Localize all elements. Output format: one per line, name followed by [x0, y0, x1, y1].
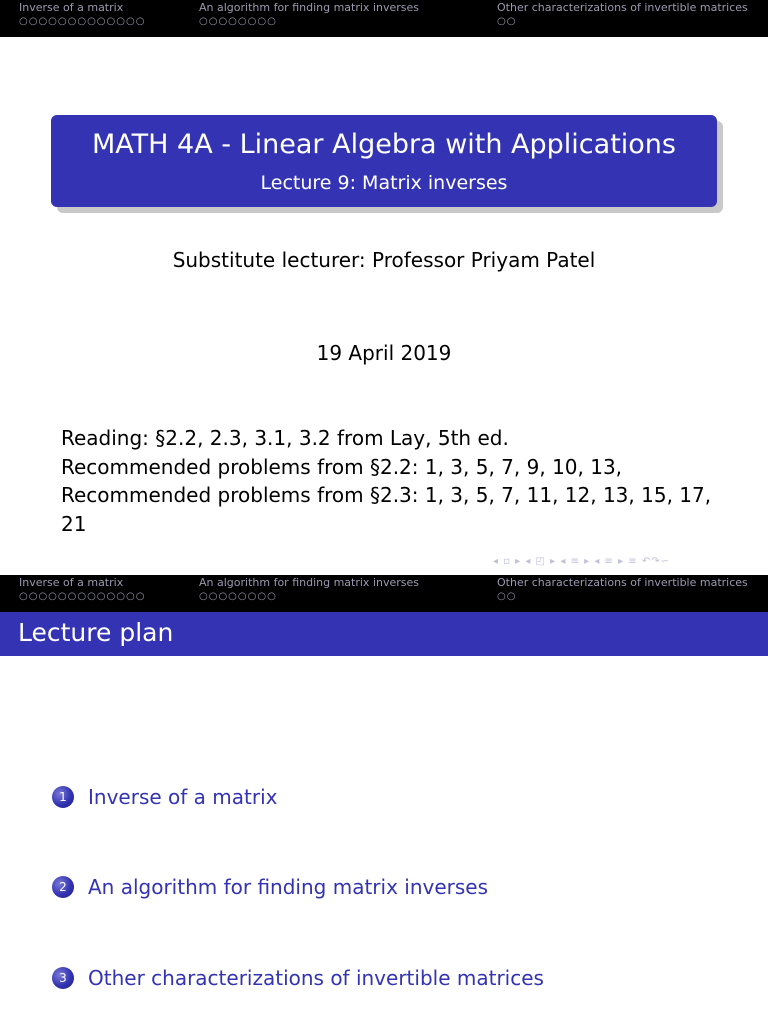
- reading-line: 21: [61, 511, 87, 536]
- toc-item[interactable]: [52, 965, 544, 991]
- nav-section-dots[interactable]: ○○○○○○○○○○○○○: [19, 16, 146, 27]
- presentation-subtitle: Lecture 9: Matrix inverses: [260, 172, 508, 194]
- nav-section-dots[interactable]: ○○: [497, 591, 517, 602]
- toc-link[interactable]: An algorithm for finding matrix inverses: [88, 875, 488, 899]
- frame-title-bar: [0, 612, 768, 656]
- nav-section-title[interactable]: Inverse of a matrix: [19, 1, 124, 14]
- navigation-header: [0, 0, 768, 37]
- reading-line: Recommended problems from §2.3: 1, 3, 5, 7, 11, 12, 13, 15, 17,: [61, 483, 712, 507]
- toc-number-ball: 2: [52, 876, 74, 898]
- reading-line: Reading: §2.2, 2.3, 3.1, 3.2 from Lay, 5th ed.: [61, 426, 509, 450]
- toc-number-ball: 1: [52, 786, 74, 808]
- toc-number-ball: 3: [52, 967, 74, 989]
- lecture-plan-slide: [0, 575, 768, 1024]
- toc-link[interactable]: Other characterizations of invertible matrices: [88, 966, 544, 990]
- nav-section-title[interactable]: Other characterizations of invertible matrices: [497, 576, 748, 589]
- nav-section-dots[interactable]: ○○○○○○○○: [199, 16, 277, 27]
- nav-section-title[interactable]: Inverse of a matrix: [19, 576, 124, 589]
- nav-section-3[interactable]: [497, 576, 748, 604]
- toc-item[interactable]: [52, 784, 277, 810]
- navigation-header: [0, 575, 768, 612]
- nav-section-3[interactable]: [497, 1, 748, 29]
- date: 19 April 2019: [316, 341, 452, 365]
- nav-section-1[interactable]: [19, 1, 145, 29]
- nav-section-dots[interactable]: ○○○○○○○○○○○○○: [19, 591, 146, 602]
- nav-section-title[interactable]: An algorithm for finding matrix inverses: [199, 576, 419, 589]
- reading-block: [61, 424, 711, 538]
- toc-link[interactable]: Inverse of a matrix: [88, 785, 278, 809]
- presentation-title: MATH 4A - Linear Algebra with Applications: [92, 129, 676, 160]
- nav-section-dots[interactable]: ○○○○○○○○: [199, 591, 277, 602]
- nav-section-title[interactable]: An algorithm for finding matrix inverses: [199, 1, 419, 14]
- title-box: [51, 115, 717, 207]
- nav-section-1[interactable]: [19, 576, 145, 604]
- author: Substitute lecturer: Professor Priyam Patel: [172, 248, 596, 272]
- reading-line: Recommended problems from §2.2: 1, 3, 5, 7, 9, 10, 13,: [61, 454, 623, 479]
- toc-item[interactable]: [52, 874, 488, 900]
- nav-section-title[interactable]: Other characterizations of invertible matrices: [497, 1, 748, 14]
- nav-section-2[interactable]: [199, 1, 419, 29]
- beamer-navigation-symbols[interactable]: ◂ ▫ ▸ ◂ ◰ ▸ ◂ ≡ ▸ ◂ ≡ ▸ ≡ ↶↷∽: [493, 556, 670, 567]
- nav-section-2[interactable]: [199, 576, 419, 604]
- frame-title: Lecture plan: [18, 618, 174, 647]
- nav-section-dots[interactable]: ○○: [497, 16, 517, 27]
